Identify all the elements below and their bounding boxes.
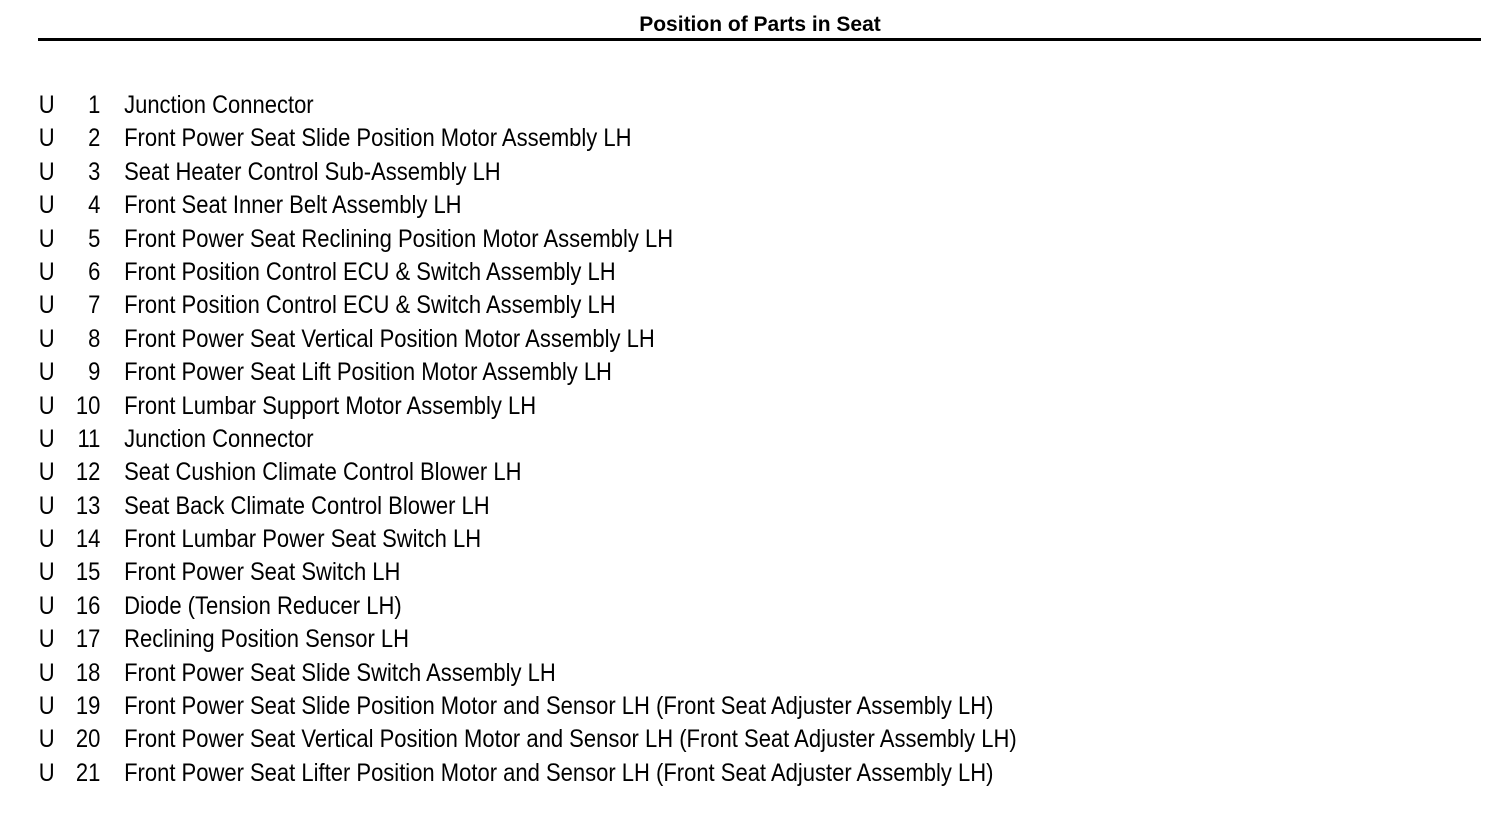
part-name: Seat Back Climate Control Blower LH bbox=[124, 491, 490, 520]
part-prefix: U bbox=[38, 324, 55, 353]
part-number: 1 bbox=[88, 91, 101, 119]
part-name: Seat Heater Control Sub-Assembly LH bbox=[124, 157, 501, 186]
part-number: 20 bbox=[75, 725, 101, 754]
part-prefix: U bbox=[38, 224, 55, 253]
page-title: Position of Parts in Seat bbox=[639, 13, 881, 36]
part-name: Front Power Seat Lift Position Motor Assembly LH bbox=[124, 358, 612, 387]
part-name: Front Power Seat Vertical Position Motor and Sensor LH (Front Seat Adjuster Assembly LH) bbox=[124, 725, 1017, 754]
part-prefix: U bbox=[38, 725, 55, 754]
part-prefix: U bbox=[38, 358, 55, 387]
part-prefix: U bbox=[38, 658, 55, 687]
part-prefix: U bbox=[38, 91, 55, 119]
part-prefix: U bbox=[38, 591, 55, 620]
part-number: 21 bbox=[75, 758, 101, 787]
part-name: Front Seat Inner Belt Assembly LH bbox=[124, 191, 462, 220]
part-name: Reclining Position Sensor LH bbox=[124, 625, 410, 654]
part-number: 18 bbox=[75, 658, 101, 687]
part-name: Front Power Seat Slide Position Motor and Sensor LH (Front Seat Adjuster Assembly LH) bbox=[124, 692, 994, 721]
part-number: 12 bbox=[75, 458, 101, 487]
part-number: 2 bbox=[88, 124, 101, 153]
part-name: Front Lumbar Power Seat Switch LH bbox=[124, 525, 482, 554]
part-number: 5 bbox=[88, 224, 101, 253]
part-number: 15 bbox=[75, 558, 101, 587]
part-number: 7 bbox=[88, 291, 101, 320]
part-number: 16 bbox=[75, 591, 101, 620]
part-name: Front Power Seat Vertical Position Motor Assembly LH bbox=[124, 324, 655, 353]
part-number: 19 bbox=[75, 692, 101, 721]
part-name: Diode (Tension Reducer LH) bbox=[124, 591, 402, 620]
part-prefix: U bbox=[38, 491, 55, 520]
part-number: 8 bbox=[88, 324, 101, 353]
part-prefix: U bbox=[38, 191, 55, 220]
part-prefix: U bbox=[38, 525, 55, 554]
part-number: 11 bbox=[77, 424, 101, 453]
part-number: 17 bbox=[75, 625, 101, 654]
part-number: 10 bbox=[75, 391, 101, 420]
part-name: Front Lumbar Support Motor Assembly LH bbox=[124, 391, 537, 420]
part-prefix: U bbox=[38, 625, 55, 654]
part-number: 9 bbox=[88, 358, 101, 387]
part-name: Front Position Control ECU & Switch Assembly LH bbox=[124, 257, 616, 286]
part-prefix: U bbox=[38, 124, 55, 153]
part-number: 4 bbox=[88, 191, 101, 220]
part-name: Seat Cushion Climate Control Blower LH bbox=[124, 458, 522, 487]
part-number: 6 bbox=[88, 257, 101, 286]
part-name: Junction Connector bbox=[124, 424, 314, 453]
part-name: Front Power Seat Lifter Position Motor and Sensor LH (Front Seat Adjuster Assembly LH) bbox=[124, 758, 994, 787]
part-prefix: U bbox=[38, 257, 55, 286]
part-name: Front Position Control ECU & Switch Assembly LH bbox=[124, 291, 616, 320]
part-name: Front Power Seat Reclining Position Motor Assembly LH bbox=[124, 224, 674, 253]
part-prefix: U bbox=[38, 424, 55, 453]
part-prefix: U bbox=[38, 558, 55, 587]
part-prefix: U bbox=[38, 458, 55, 487]
part-number: 14 bbox=[75, 525, 101, 554]
part-number: 13 bbox=[75, 491, 101, 520]
title-divider bbox=[38, 38, 1481, 41]
part-prefix: U bbox=[38, 291, 55, 320]
part-prefix: U bbox=[38, 692, 55, 721]
part-name: Junction Connector bbox=[124, 91, 314, 119]
part-name: Front Power Seat Switch LH bbox=[124, 558, 401, 587]
part-name: Front Power Seat Slide Position Motor Assembly LH bbox=[124, 124, 632, 153]
part-prefix: U bbox=[38, 758, 55, 787]
part-prefix: U bbox=[38, 391, 55, 420]
part-name: Front Power Seat Slide Switch Assembly LH bbox=[124, 658, 556, 687]
part-number: 3 bbox=[88, 157, 101, 186]
part-prefix: U bbox=[38, 157, 55, 186]
